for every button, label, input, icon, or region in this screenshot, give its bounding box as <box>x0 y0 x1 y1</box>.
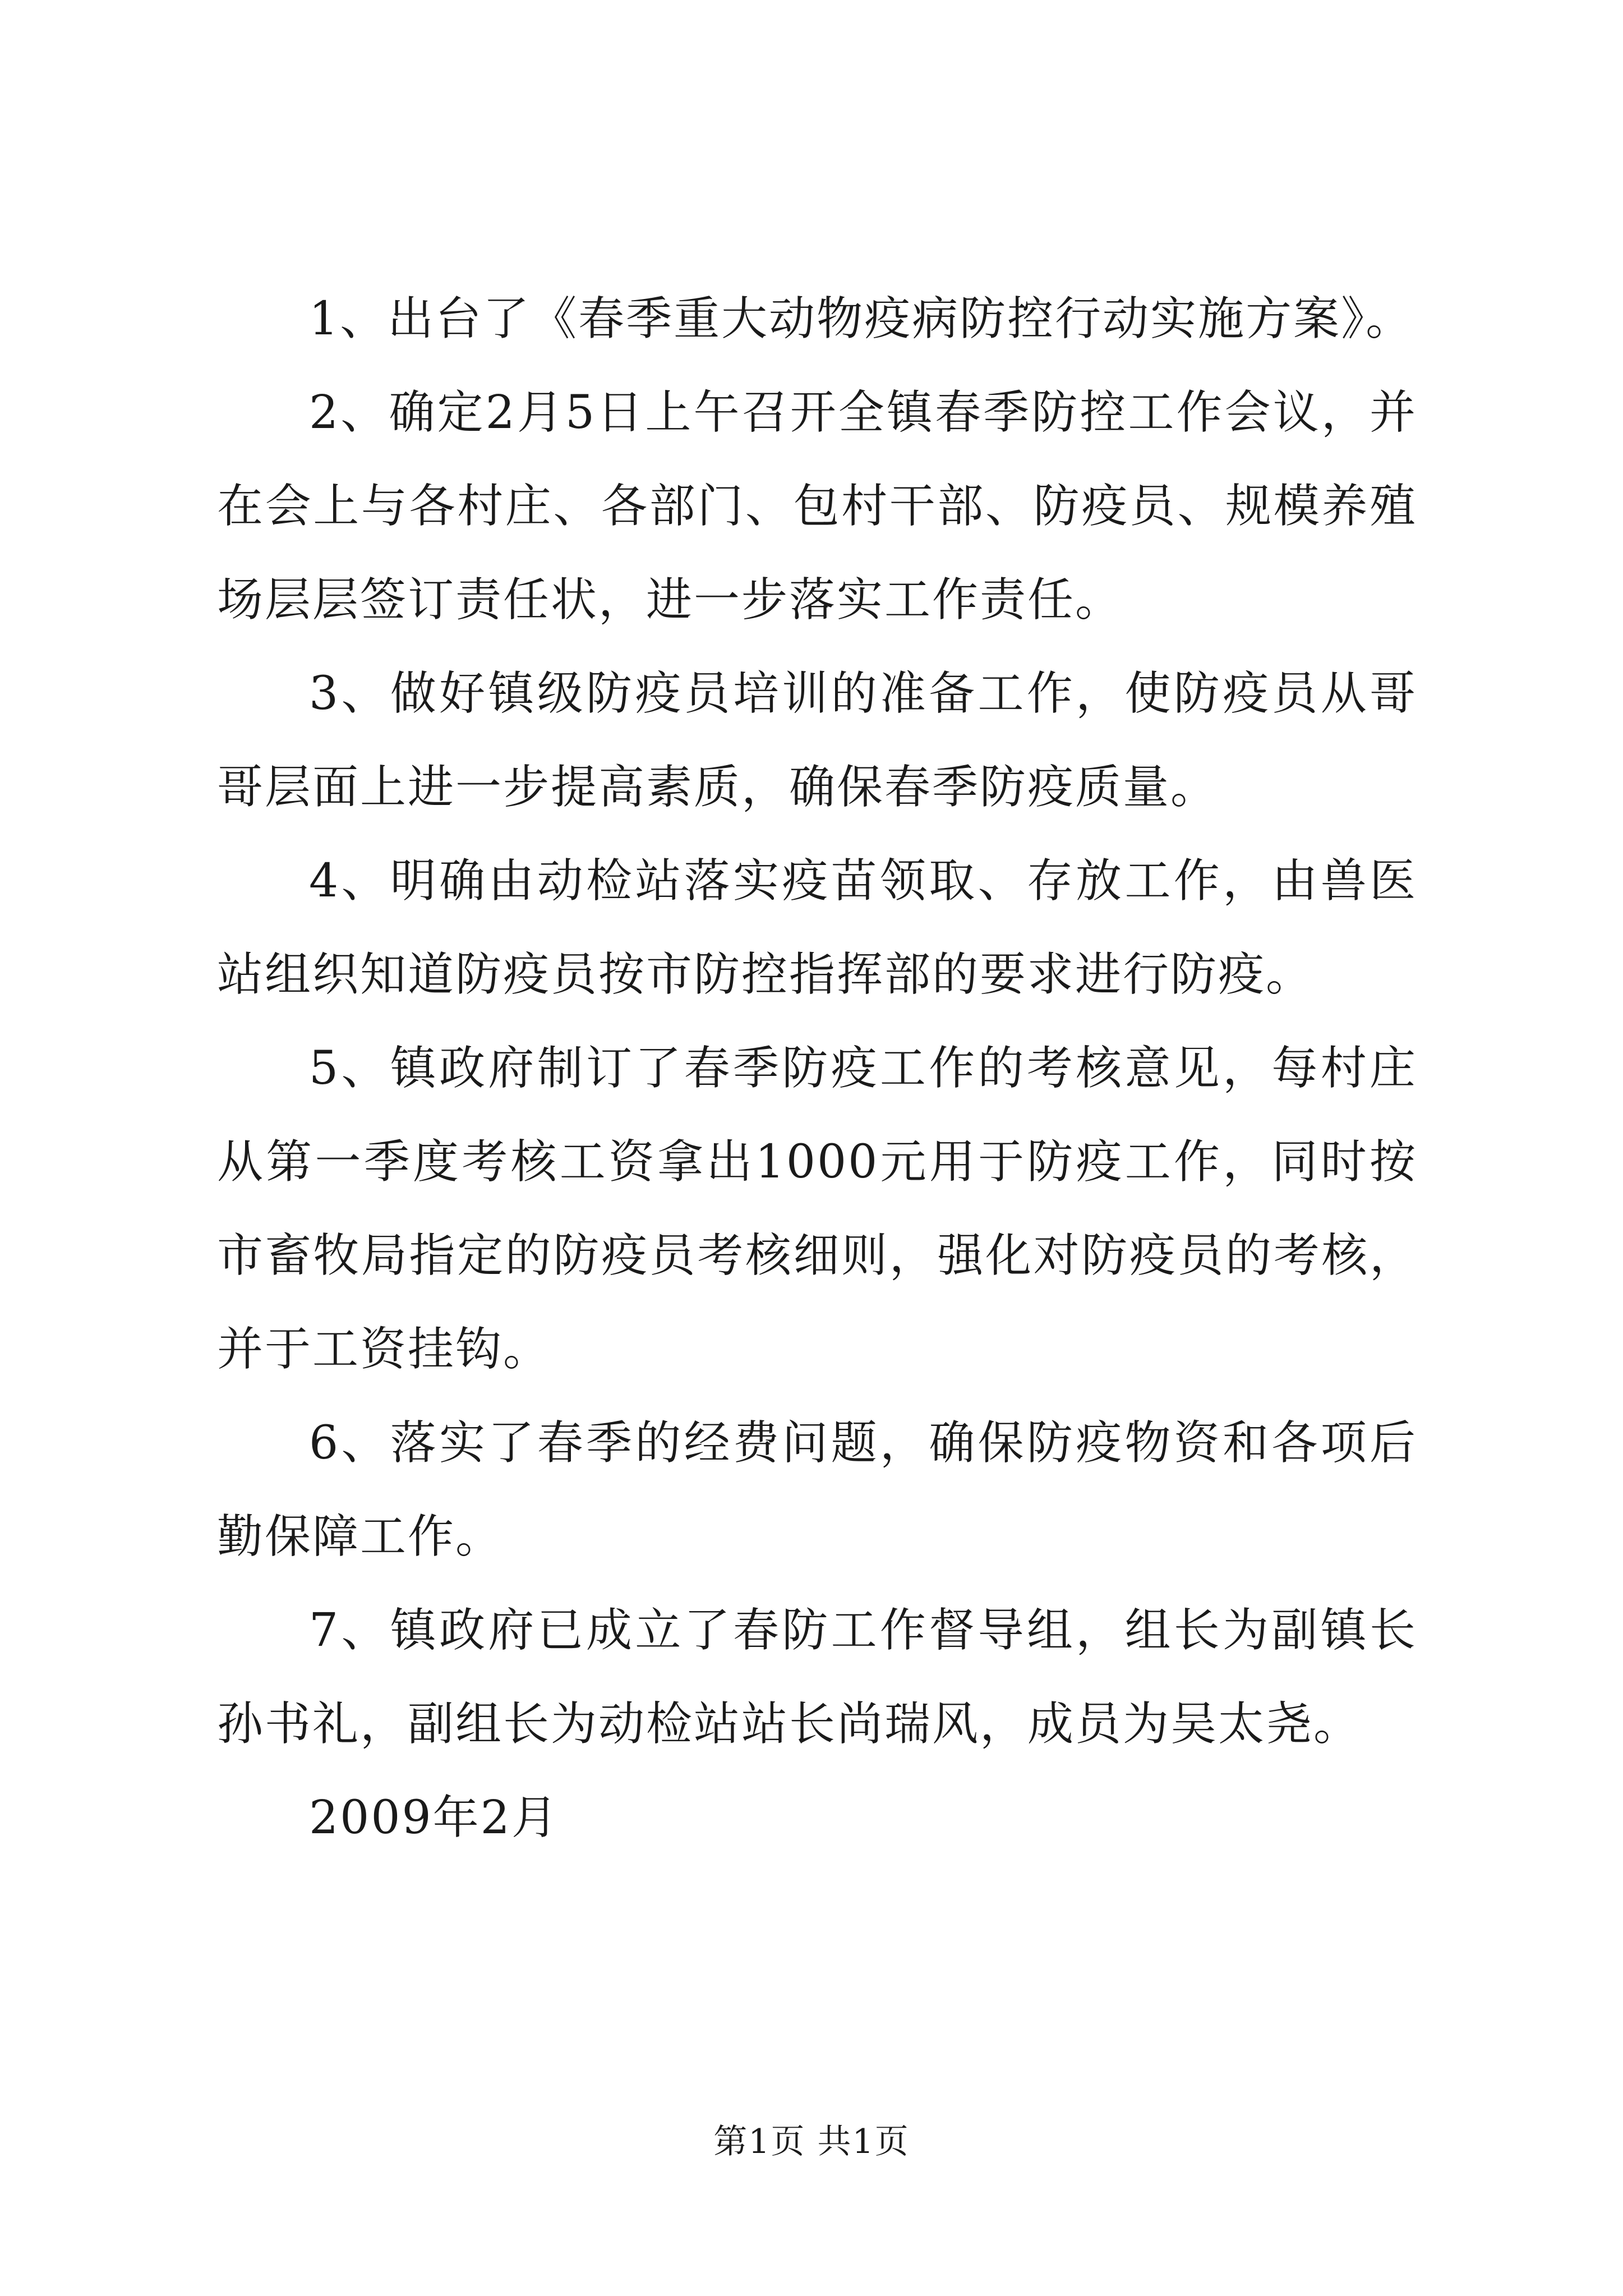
paragraph-7: 7、镇政府已成立了春防工作督导组，组长为副镇长孙书礼，副组长为动检站站长尚瑞风，成员为吴太尧。 <box>217 1604 1417 1751</box>
paragraph-3: 3、做好镇级防疫员培训的准备工作，使防疫员从哥哥层面上进一步提高素质，确保春季防疫质量。 <box>217 667 1417 814</box>
paragraph-6: 6、落实了春季的经费问题，确保防疫物资和各项后勤保障工作。 <box>217 1416 1417 1563</box>
page-number-label: 第1页 共1页 <box>713 2122 910 2161</box>
document-date: 2009年2月 <box>309 1791 559 1844</box>
paragraph-4: 4、明确由动检站落实疫苗领取、存放工作，由兽医站组织知道防疫员按市防控指挥部的要求进行防疫。 <box>217 854 1417 1001</box>
paragraph-2: 2、确定2月5日上午召开全镇春季防控工作会议，并在会上与各村庄、各部门、包村干部、防疫员、规模养殖场层层签订责任状，进一步落实工作责任。 <box>217 386 1417 627</box>
paragraph-1: 1、出台了《春季重大动物疫病防控行动实施方案》。 <box>309 292 1414 346</box>
document-body <box>217 272 1417 1865</box>
page-footer <box>0 2115 1623 2163</box>
paragraph-5: 5、镇政府制订了春季防疫工作的考核意见，每村庄从第一季度考核工资拿出1000元用于防疫工作，同时按市畜牧局指定的防疫员考核细则，强化对防疫员的考核，并于工资挂钩。 <box>217 1042 1417 1376</box>
